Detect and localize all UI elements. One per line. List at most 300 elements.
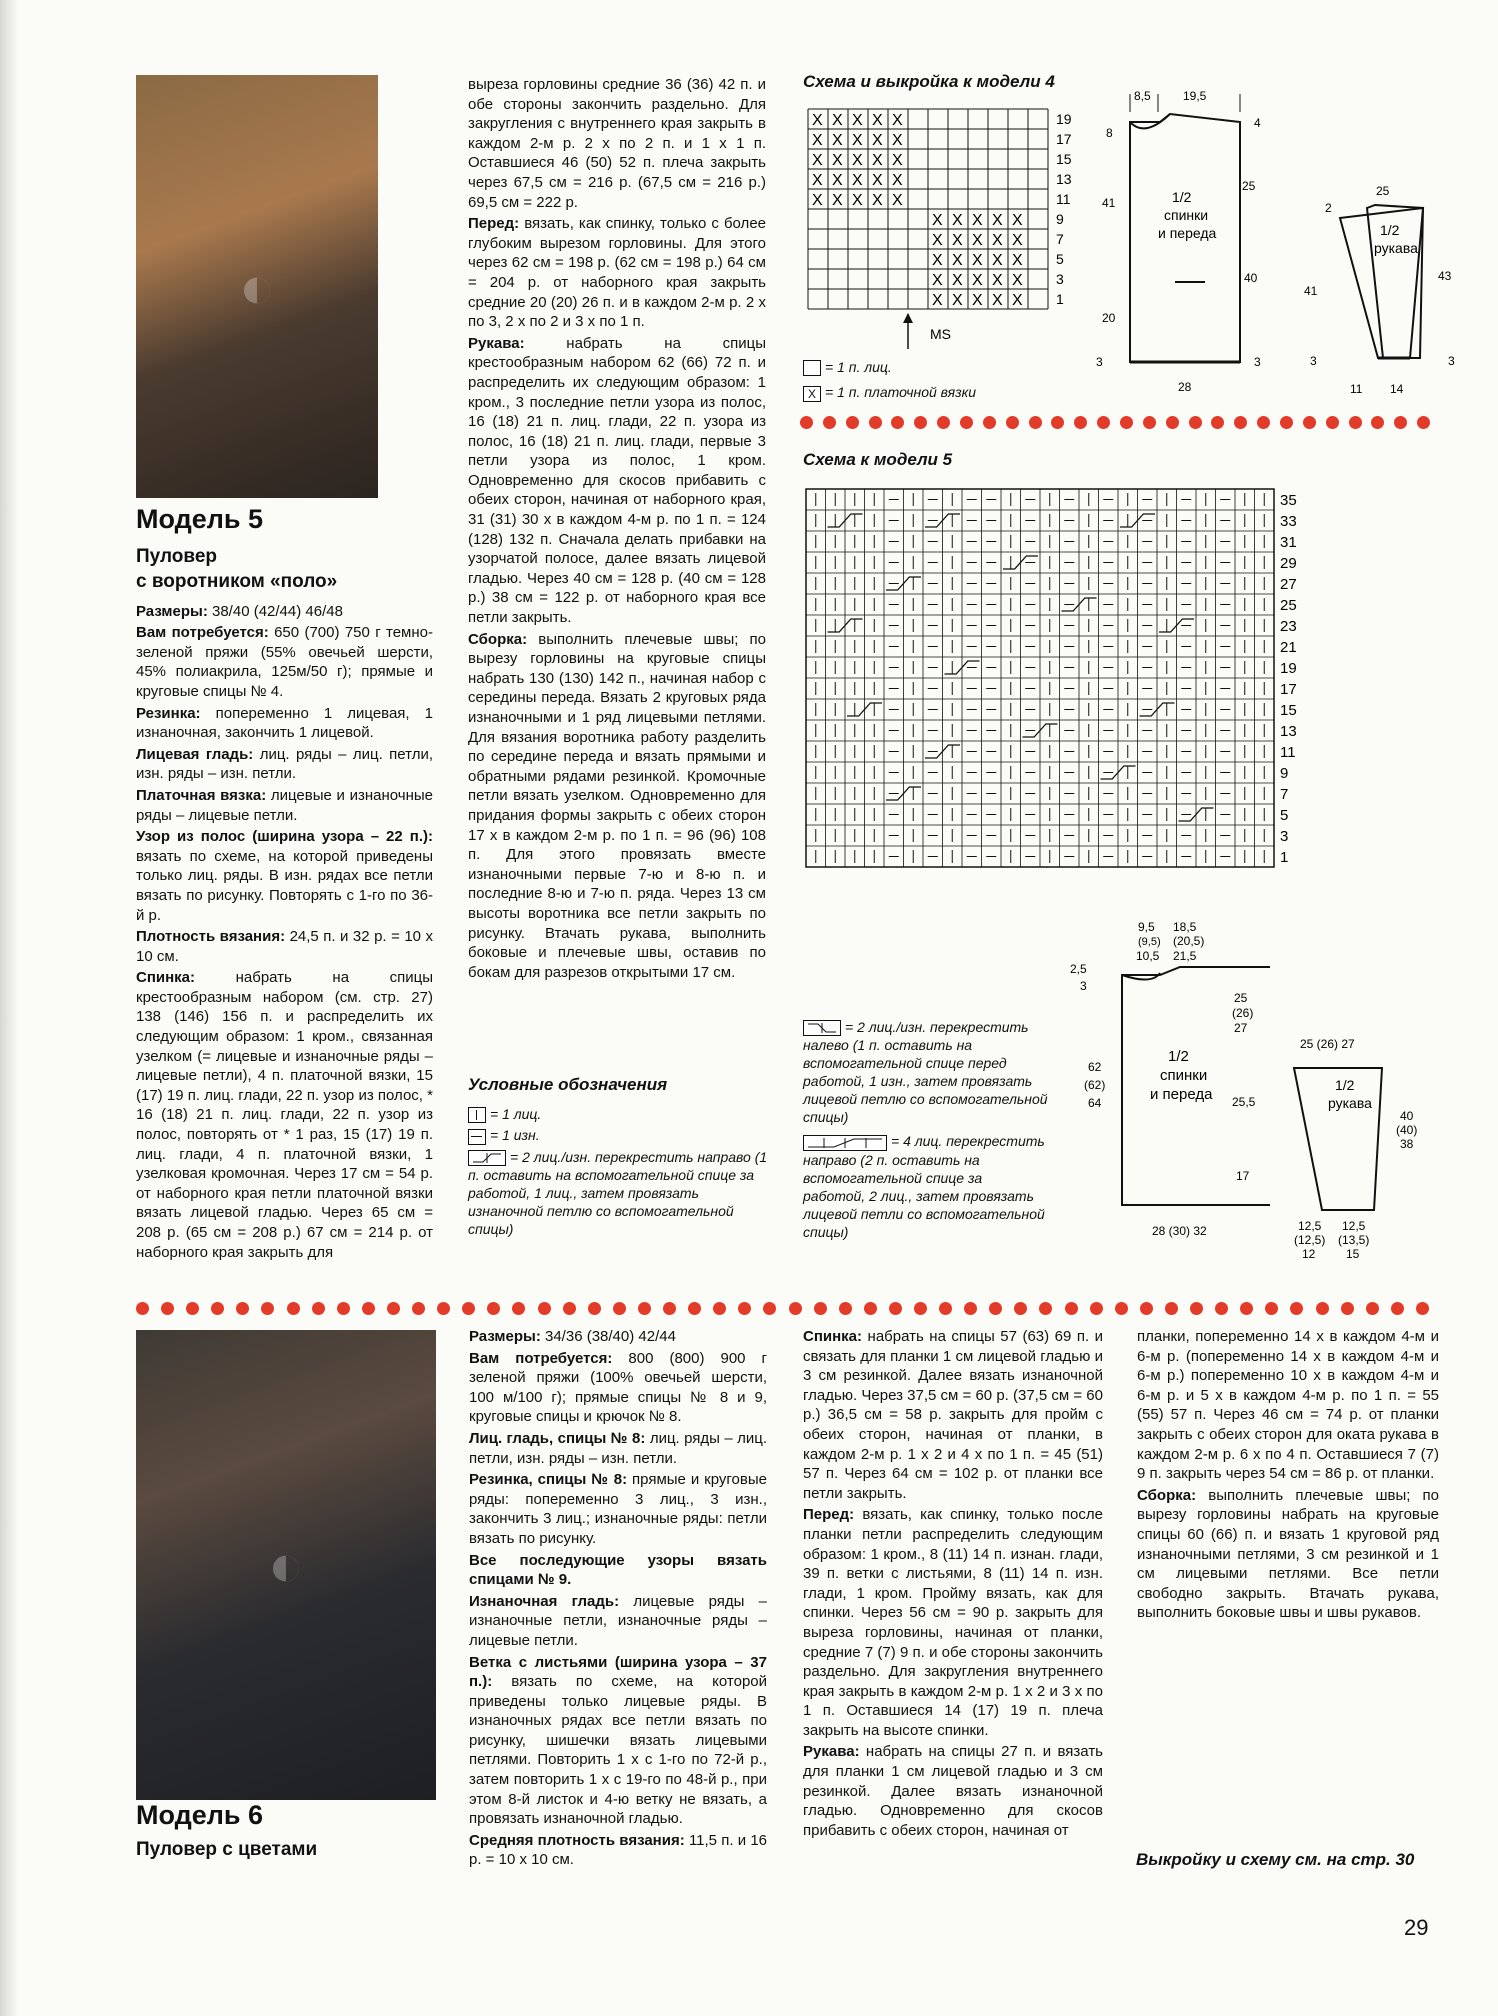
back-label: Спинка:: [136, 969, 196, 987]
separator-dot: [387, 1302, 400, 1315]
m5s-hb: (40): [1396, 1123, 1418, 1137]
garter-stitch-mark: X: [832, 112, 843, 129]
m4b-r-top: 4: [1254, 116, 1261, 130]
row-number: 5: [1280, 807, 1289, 824]
separator-dot: [1143, 416, 1156, 429]
m5b-r1b: (26): [1232, 1006, 1254, 1020]
m6-assembly-value: выполнить плечевые швы; по вырезу горловины набрать на круговые спицы 60 (66) п. и вязать 1 круговой ряд изнаночными петлями, 3 см резинкой и 1 см лицевыми петлями. Все петли свободно закрыть. Втачать рукава, выполнить боковые швы и швы рукавов.: [1137, 1486, 1439, 1622]
row-number: 33: [1280, 513, 1297, 530]
separator-dot: [1140, 1302, 1153, 1315]
row-number: 9: [1056, 211, 1064, 227]
separator-dot: [1051, 416, 1064, 429]
m5b-w1a: 9,5: [1138, 920, 1155, 934]
separator-dot: [487, 1302, 500, 1315]
model5-pattern-back-right: [1230, 990, 1290, 1210]
model5-chart: [803, 486, 1323, 876]
legend-cross-left: = 2 лиц./изн. перекрестить налево (1 п. оставить на вспомогательной спице перед работой, 1 изн., затем провязать лицевой петлю со вспомогательной спицы): [803, 1019, 1048, 1126]
separator-dot: [1097, 416, 1110, 429]
separator-dots-middle: [136, 1302, 1441, 1318]
separator-dot: [211, 1302, 224, 1315]
garter-stitch-mark: X: [892, 112, 903, 129]
garter-stitch-mark: X: [832, 192, 843, 209]
m5s-top: 25 (26) 27: [1300, 1037, 1355, 1051]
legend-cross-4: = 4 лиц. перекрестить направо (2 п. оставить на вспомогательной спице за работой, 2 лиц., затем провязать лицевой петли со вспомогательной спицы): [803, 1133, 1045, 1240]
separator-dot: [864, 1302, 877, 1315]
m4s-top: 25: [1376, 184, 1390, 198]
separator-dot: [889, 1302, 902, 1315]
row-number: 23: [1280, 618, 1297, 635]
m6-density-label: Средняя плотность вязания:: [469, 1831, 685, 1849]
m5s-label1: 1/2: [1335, 1077, 1355, 1093]
separator-dot: [891, 416, 904, 429]
m5s-b1b: (12,5): [1294, 1233, 1326, 1247]
separator-dot: [1316, 1302, 1329, 1315]
separator-dot: [261, 1302, 274, 1315]
m5b-w2b: (20,5): [1173, 934, 1205, 948]
sizes-label: Размеры:: [136, 602, 208, 620]
garter-stitch-mark: X: [952, 272, 963, 289]
garter-stitch-mark: X: [932, 272, 943, 289]
garter-stitch-mark: X: [812, 112, 823, 129]
row-number: 19: [1056, 111, 1072, 127]
separator-dot: [638, 1302, 651, 1315]
m6-col4-continuation: планки, попеременно 14 х в каждом 4-м и 6-м р. (попеременно 14 х в каждом 4-м и 6-м р.) попеременно 10 х в каждом 4-м и 6-м р. и 5 х в каждом 4-м р. по 1 п. = 55 (55) 57 п. Через 46 см = 74 р. от планки закрыть с обеих сторон для оката рукава в каждом 2-м р. 6 х по 4 п. Оставшиеся 7 (7) 9 п. закрыть через 54 см = 86 р. от планки.: [1137, 1328, 1439, 1483]
model5-subtitle-2: с воротником «поло»: [136, 570, 338, 592]
separator-dot: [588, 1302, 601, 1315]
m6-sizes-value: 34/36 (38/40) 42/44: [545, 1328, 676, 1345]
m4b-r-low: 40: [1244, 271, 1258, 285]
model5-column2: [468, 75, 766, 984]
separator-dot: [1417, 416, 1430, 429]
row-number: 25: [1280, 597, 1297, 614]
row-number: 31: [1280, 534, 1297, 551]
separator-dot: [236, 1302, 249, 1315]
garter-stitch-mark: X: [932, 212, 943, 229]
m5b-h1b: (62): [1084, 1078, 1106, 1092]
front-label: Перед:: [468, 215, 520, 233]
separator-dot: [1240, 1302, 1253, 1315]
model5-pattern-sleeve: [1290, 1030, 1465, 1260]
m6-stock-label: Лиц. гладь, спицы № 8:: [469, 1429, 646, 1447]
garter-stitch-mark: X: [952, 232, 963, 249]
separator-dot: [738, 1302, 751, 1315]
garter-stitch-mark: X: [872, 132, 883, 149]
m4b-w-left: 8,5: [1134, 89, 1151, 103]
separator-dot: [914, 416, 927, 429]
m4b-h-total: 41: [1102, 196, 1116, 210]
separator-dot: [800, 416, 813, 429]
separator-dot: [462, 1302, 475, 1315]
separator-dot: [823, 416, 836, 429]
separator-dot: [846, 416, 859, 429]
m6-sizes-label: Размеры:: [469, 1328, 541, 1345]
row-number: 11: [1056, 191, 1071, 207]
legend-right-block: [803, 1018, 1048, 1241]
garter-stitch-mark: X: [992, 272, 1003, 289]
m5s-ha: 40: [1400, 1109, 1414, 1123]
garter-stitch-mark: X: [932, 232, 943, 249]
garter-stitch-mark: X: [852, 132, 863, 149]
model6-subtitle: Пуловер с цветами: [136, 1839, 318, 1860]
separator-dot: [563, 1302, 576, 1315]
m5s-hc: 38: [1400, 1137, 1414, 1151]
model4-chart-title: Схема и выкройка к модели 4: [803, 72, 1055, 91]
garter-stitch-mark: X: [872, 112, 883, 129]
separator-dot: [1391, 1302, 1404, 1315]
sleeves-value: набрать на спицы крестообразным набором 62 (66) 72 п. и распределить их следующим образом: 1 кром., 3 последние петли узора из полос, 16 (18) 21 п. лиц. глади, 22 п. узора из полос, 16 (18) 21 п. лиц. глади, первые 3 петли узора из полос, 1 кром. Одновременно для скосов прибавить с обеих сторон, начиная от наборного края, 31 (31) 30 х в каждом 4-м р. по 1 п. = 124 (128) 132 п. Сначала делать прибавки на узорчатой полосе, далее вязать лицевой гладью. Через 40 см = 128 р. (40 см = 128 р.) 38 см = 122 р. от наборного края все петли закрыть.: [468, 334, 767, 627]
m4s-right-h: 43: [1438, 269, 1452, 283]
separator-dot: [763, 1302, 776, 1315]
garter-stitch-mark: X: [992, 232, 1003, 249]
separator-dot: [839, 1302, 852, 1315]
page-number: 29: [1404, 1915, 1429, 1940]
row-number: 7: [1056, 231, 1064, 247]
separator-dot: [1326, 416, 1339, 429]
row-number: 19: [1280, 660, 1297, 677]
separator-dot: [1371, 416, 1384, 429]
garter-stitch-mark: X: [972, 292, 983, 309]
cross-left-symbol: [803, 1020, 841, 1036]
legend-title: Условные обозначения: [468, 1075, 668, 1094]
m6-front-value: вязать, как спинку, только после планки петли распределить следующим образом: 1 кром., 8 (11) 14 п. изнан. глади, 39 п. ветки с листьями, 8 (11) 14 п. изн. глади, 1 кром. Пройму вязать, как для спинки. Через 56 см = 90 р. закрыть для выреза горловины, начиная от планки, средние 7 (7) 9 п. и обе стороны закончить раздельно. Для закругления внутреннего края закрыть в каждом 2-м р. 1 х 2 и 3 х по 1 п. Оставшиеся 14 (17) 19 п. плеча закрыть на высоте спинки.: [803, 1506, 1103, 1739]
separator-dot: [186, 1302, 199, 1315]
m4b-h-bottom: 20: [1102, 311, 1116, 325]
garter-stitch-mark: X: [1012, 272, 1023, 289]
row-number: 3: [1280, 828, 1289, 845]
garter-stitch-mark: X: [972, 232, 983, 249]
m4s-bl: 3: [1310, 354, 1317, 368]
garter-stitch-mark: X: [812, 192, 823, 209]
garter-stitch-mark: X: [972, 212, 983, 229]
row-number: 29: [1280, 555, 1297, 572]
m5s-b2c: 15: [1346, 1247, 1360, 1260]
m5b-label2: спинки: [1160, 1067, 1208, 1084]
assembly-value: выполнить плечевые швы; по вырезу горловины на круговые спицы набрать 130 (130) 142 п., начиная набор с середины переда. Вязать 2 круговых ряда изнаночными и 1 ряд лицевыми петлями. Для вязания воротника работу разделить по середине переда и вязать прямыми и обратными рядами резинкой. Кромочные петли вязать узелком. Одновременно для придания формы закрыть с обеих сторон 17 х в каждом 2-м р. по 1 п. = 96 (96) 108 п. Для этого провязать вместе изнаночными первые 7-ю и 8-ю п. и последние 8-ю и 7-ю п. ряда. Через 13 см высоты воротника все петли закрыть по рисунку. Втачать рукава, выполнить боковые и плечевые швы, оставив по бокам для разрезов открытыми 17 см.: [468, 630, 766, 981]
garter-stitch-mark: X: [1012, 292, 1023, 309]
garter-stitch-mark: X: [832, 132, 843, 149]
density-label: Плотность вязания:: [136, 928, 286, 946]
model5-chart-title: Схема к модели 5: [803, 450, 953, 469]
m5s-b2b: (13,5): [1338, 1233, 1370, 1247]
separator-dot: [663, 1302, 676, 1315]
garter-stitch-mark: X: [932, 292, 943, 309]
row-number: 15: [1280, 702, 1297, 719]
separator-dot: [1290, 1302, 1303, 1315]
separator-dot: [1366, 1302, 1379, 1315]
m6-rev-value: лицевые ряды – изнаночные петли, изнаночные ряды – лицевые петли.: [469, 1592, 767, 1649]
back-value: набрать на спицы крестообразным набором (см. стр. 27) 138 (146) 156 п. и распределить их следующим образом: 1 кром., связанная узелком (= лицевые и изнаночные ряды – лицевые петли), 4 п. платочной вязки, 15 (17) 19 п. лиц. глади, 22 п. узор из полос, * 16 (18) 21 п. лиц. глади, 22 п. узор из полос, повторять от * 1 раз, 15 (17) 19 п. лиц. глади, 4 п. платочной вязки, 1 узелковая кромочная. Через 17 см = 54 р. от наборного края петли платочной вязки вязать лицевой гладью. Через 65 см = 208 р. (65 см = 208 р.) 67 см = 214 р. от наборного края закрыть для: [136, 969, 434, 1261]
garter-stitch-mark: X: [852, 152, 863, 169]
row-number: 1: [1056, 291, 1064, 307]
row-number: 11: [1280, 744, 1296, 761]
garter-stitch-mark: X: [852, 112, 863, 129]
m4-legend-knit: = 1 п. лиц.: [803, 358, 1023, 376]
stock-value: лиц. ряды – лиц. петли, изн. ряды – изн. петли.: [136, 745, 433, 783]
garter-stitch-mark: X: [1012, 212, 1023, 229]
m6-assembly-label: Сборка:: [1137, 1486, 1197, 1504]
m4b-bottom-left: 3: [1096, 355, 1103, 369]
m6-sleeves-value: набрать на спицы 27 п. и вязать для планки 1 см лицевой гладью и 3 см резинкой. Далее вязать изнаночной гладью. Одновременно для скосов прибавить с обеих сторон, начиная от: [803, 1743, 1103, 1839]
garter-stitch-mark: X: [972, 252, 983, 269]
m4-legend-garter: X = 1 п. платочной вязки: [803, 383, 1023, 401]
m5b-l2: 3: [1080, 979, 1087, 993]
model4-pattern-sleeve: [1280, 165, 1460, 405]
separator-dot: [1211, 416, 1224, 429]
binding-shadow: [0, 0, 18, 2016]
garter-stitch-mark: X: [812, 172, 823, 189]
m5b-w1b: (9,5): [1138, 936, 1161, 948]
m4s-left-h: 41: [1304, 284, 1318, 298]
separator-dot: [814, 1302, 827, 1315]
m5b-r1a: 25: [1234, 991, 1248, 1005]
row-number: 17: [1056, 131, 1072, 147]
assembly-label: Сборка:: [468, 630, 528, 648]
model6-column3: [1137, 1327, 1439, 1625]
m5b-l1: 2,5: [1070, 962, 1087, 976]
m6-rev-label: Изнаночная гладь:: [469, 1592, 620, 1610]
m6-back-label: Спинка:: [803, 1328, 863, 1345]
m5b-w2a: 18,5: [1173, 920, 1197, 934]
garter-stitch-mark: X: [892, 152, 903, 169]
separator-dot: [1165, 1302, 1178, 1315]
m6-rib-label: Резинка, спицы № 8:: [469, 1471, 628, 1489]
garter-stitch-mark: X: [932, 252, 943, 269]
garter-stitch-mark: X: [812, 152, 823, 169]
row-number: 35: [1280, 492, 1297, 509]
row-number: 21: [1280, 639, 1297, 656]
m5b-r1c: 27: [1234, 1021, 1248, 1035]
garter-stitch-mark: X: [952, 212, 963, 229]
model5-column1: [136, 504, 434, 1264]
m5b-h1c: 64: [1088, 1096, 1102, 1110]
rib-value: попеременно 1 лицевая, 1 изнаночная, закончить 1 лицевой.: [136, 704, 433, 742]
purl-symbol: [468, 1129, 486, 1145]
separator-dot: [713, 1302, 726, 1315]
garter-stitch-mark: X: [992, 212, 1003, 229]
garter-stitch-mark: X: [832, 152, 843, 169]
row-number: 9: [1280, 765, 1289, 782]
separator-dot: [939, 1302, 952, 1315]
separator-dot: [1166, 416, 1179, 429]
m5b-label3: и переда: [1150, 1086, 1213, 1103]
m4b-h-top: 8: [1106, 126, 1113, 140]
ms-arrow-head: [903, 313, 913, 323]
garter-stitch-mark: X: [952, 252, 963, 269]
rib-label: Резинка:: [136, 704, 201, 722]
m4b-label3: и переда: [1158, 225, 1217, 241]
m6-sleeves-label: Рукава:: [803, 1743, 860, 1761]
m6-need-value: 800 (800) 900 г зеленой пряжи (100% овечьей шерсти, 100 м/100 г); прямые спицы № 8 и 9, круговые спицы и крючок № 8.: [469, 1349, 767, 1426]
m4b-label2: спинки: [1164, 207, 1209, 223]
m4s-w1: 11: [1350, 382, 1363, 396]
separator-dot: [964, 1302, 977, 1315]
stripes-label: Узор из полос (ширина узора – 22 п.):: [136, 828, 433, 846]
separator-dot: [1039, 1302, 1052, 1315]
separator-dot: [136, 1302, 149, 1315]
model5-photo: [136, 75, 378, 498]
row-number: 15: [1056, 151, 1072, 167]
m6-density-value: 11,5 п. и 16 р. = 10 х 10 см.: [469, 1831, 768, 1869]
model4-pattern-back: [1090, 82, 1290, 402]
garter-stitch-mark: X: [1012, 252, 1023, 269]
separator-dot: [1215, 1302, 1228, 1315]
garter-stitch-mark: X: [872, 172, 883, 189]
garter-stitch-mark: X: [832, 172, 843, 189]
row-number: 17: [1280, 681, 1297, 698]
m6-rib-value: прямые и круговые ряды: попеременно 3 лиц., 3 изн., закончить 3 лиц.; изнаночные ряды: петли вязать по рисунку.: [469, 1471, 767, 1547]
m4s-label2: рукава: [1374, 240, 1418, 256]
garter-stitch-mark: X: [892, 132, 903, 149]
separator-dot: [287, 1302, 300, 1315]
garter-stitch-mark: X: [892, 192, 903, 209]
legend-block: [468, 1075, 768, 1238]
row-number: 27: [1280, 576, 1297, 593]
legend-knit: = 1 лиц.: [468, 1105, 768, 1123]
garter-stitch-mark: X: [852, 192, 863, 209]
separator-dot: [989, 1302, 1002, 1315]
separator-dot: [613, 1302, 626, 1315]
separator-dot: [437, 1302, 450, 1315]
m6-back-value: набрать на спицы 57 (63) 69 п. и связать для планки 1 см лицевой гладью и 3 см резинкой. Далее вязать изнаночной гладью. Через 37,5 см = 60 р. (37,5 см = 60 р.) 36,5 см = 58 р. закрыть для пройм с обеих сторон, начиная от планки, в каждом 2-м р. 1 х 2 и 4 х по 1 п. = 45 (51) 57 п. Через 64 см = 102 р. от планки все петли закрыть.: [803, 1328, 1103, 1502]
separator-dot: [1029, 416, 1042, 429]
m4b-width: 28: [1178, 380, 1192, 394]
separator-dot: [1190, 1302, 1203, 1315]
cross-right-symbol: [468, 1150, 506, 1166]
m4s-left-top: 2: [1325, 201, 1332, 215]
need-value: 650 (700) 750 г темно-зеленой пряжи (55% овечьей шерсти, 45% полиакрила, 125м/50 г); прямые и круговые спицы № 4.: [136, 624, 433, 700]
separator-dot: [1303, 416, 1316, 429]
m4s-label1: 1/2: [1380, 222, 1400, 238]
m4-garter-symbol: X: [803, 386, 821, 402]
knit-symbol: [468, 1107, 486, 1123]
garter-stitch-mark: X: [972, 272, 983, 289]
model6-title: Модель 6: [136, 1800, 264, 1830]
m5s-b1c: 12: [1302, 1247, 1316, 1260]
cross-4-symbol: [803, 1135, 887, 1151]
separator-dot: [312, 1302, 325, 1315]
model6-column1: [469, 1327, 767, 1872]
separator-dot: [1257, 416, 1270, 429]
separator-dot: [1341, 1302, 1354, 1315]
photo-icon: ◐: [238, 253, 276, 320]
separator-dot: [789, 1302, 802, 1315]
row-number: 13: [1056, 171, 1072, 187]
separator-dot: [1090, 1302, 1103, 1315]
m5b-r2: 25,5: [1232, 1095, 1256, 1109]
separator-dot: [412, 1302, 425, 1315]
m4s-w2: 14: [1390, 382, 1404, 396]
m5b-w2c: 21,5: [1173, 949, 1197, 963]
sleeves-label: Рукава:: [468, 334, 525, 352]
m6-branch-label: Ветка с листьями (ширина узора – 37 п.):: [469, 1653, 767, 1691]
separator-dot: [362, 1302, 375, 1315]
legend-purl: = 1 изн.: [468, 1126, 768, 1144]
m5s-b1a: 12,5: [1298, 1219, 1322, 1233]
m5b-w1c: 10,5: [1136, 949, 1160, 963]
m5b-r3: 17: [1236, 1169, 1250, 1183]
separator-dot: [914, 1302, 927, 1315]
model6-heading: [136, 1800, 446, 1862]
garter-stitch-mark: X: [852, 172, 863, 189]
separator-dot: [983, 416, 996, 429]
separator-dot: [538, 1302, 551, 1315]
stock-label: Лицевая гладь:: [136, 745, 254, 763]
model4-legend: [803, 358, 1023, 402]
separator-dot: [1120, 416, 1133, 429]
m4s-br: 3: [1448, 354, 1455, 368]
separator-dot: [1189, 416, 1202, 429]
separator-dot: [1349, 416, 1362, 429]
stripes-value: вязать по схеме, на которой приведены только лиц. ряды. В изн. рядах все петли вязать по рисунку. Повторять с 1-го по 36-й р.: [136, 847, 433, 924]
m4b-r-mid: 25: [1242, 179, 1256, 193]
separator-dot: [1006, 416, 1019, 429]
garter-stitch-mark: X: [892, 172, 903, 189]
m6-need-label: Вам потребуется:: [469, 1349, 613, 1367]
row-number: 5: [1056, 251, 1064, 267]
separator-dot: [1014, 1302, 1027, 1315]
need-label: Вам потребуется:: [136, 624, 269, 642]
m4b-w-right: 19,5: [1183, 89, 1207, 103]
separator-dot: [512, 1302, 525, 1315]
m5s-label2: рукава: [1328, 1095, 1372, 1111]
separator-dot: [937, 416, 950, 429]
model6-photo: [136, 1330, 436, 1800]
legend-cross-right: = 2 лиц./изн. перекрестить направо (1 п. оставить на вспомогательной спице за работой, 1 лиц., затем провязать изнаночной петлю со вспомогательной спицы): [468, 1148, 768, 1237]
garter-stitch-mark: X: [872, 192, 883, 209]
garter-stitch-mark: X: [992, 292, 1003, 309]
sizes-value: 38/40 (42/44) 46/48: [212, 602, 343, 620]
m5s-b2a: 12,5: [1342, 1219, 1366, 1233]
separator-dot: [1065, 1302, 1078, 1315]
model5-title: Модель 5: [136, 504, 264, 534]
row-number: 3: [1056, 271, 1064, 287]
garter-stitch-mark: X: [1012, 232, 1023, 249]
separator-dot: [1234, 416, 1247, 429]
photo-icon: ◐: [267, 1531, 305, 1599]
m4-knit-symbol: [803, 360, 821, 376]
separator-dot: [337, 1302, 350, 1315]
model6-footnote: Выкройку и схему см. на стр. 30: [1136, 1850, 1415, 1869]
density-value: 24,5 п. и 32 р. = 10 х 10 см.: [136, 928, 433, 965]
separator-dot: [161, 1302, 174, 1315]
separator-dot: [1394, 416, 1407, 429]
m4b-bottom-right: 3: [1254, 355, 1261, 369]
separator-dot: [1115, 1302, 1128, 1315]
m5b-bottom: 28 (30) 32: [1152, 1224, 1207, 1238]
ms-label: MS: [930, 326, 951, 342]
m6-front-label: Перед:: [803, 1506, 855, 1524]
garter-label: Платочная вязка:: [136, 786, 267, 804]
separator-dot: [1265, 1302, 1278, 1315]
m6-all-label: Все последующие узоры вязать спицами № 9.: [469, 1551, 767, 1589]
garter-stitch-mark: X: [992, 252, 1003, 269]
separator-dot: [1280, 416, 1293, 429]
m6-stock-value: лиц. ряды – лиц. петли, изн. ряды – изн. петли.: [469, 1429, 767, 1467]
separator-dot: [869, 416, 882, 429]
separator-dot: [688, 1302, 701, 1315]
separator-dot: [1416, 1302, 1429, 1315]
garter-value: лицевые и изнаночные ряды – лицевые петли.: [136, 786, 433, 824]
m6-branch-value: вязать по схеме, на которой приведены только лицевые ряды. В изнаночных рядах все петли вязать по рисунку, шишечки вязать лицевыми петлями. Повторить 1 х с 1-го по 72-й р., затем повторить 1 х с 19-го по 48-й р., при этом 8-й листок и 4-ю ветку не вязать, а провязать изнаночной гладью.: [469, 1673, 768, 1828]
garter-stitch-mark: X: [872, 152, 883, 169]
garter-stitch-mark: X: [952, 292, 963, 309]
separator-dot: [960, 416, 973, 429]
model5-subtitle-1: Пуловер: [136, 545, 218, 567]
garter-stitch-mark: X: [812, 132, 823, 149]
model4-chart: [803, 104, 1093, 354]
m5b-label1: 1/2: [1168, 1048, 1189, 1065]
row-number: 13: [1280, 723, 1297, 740]
